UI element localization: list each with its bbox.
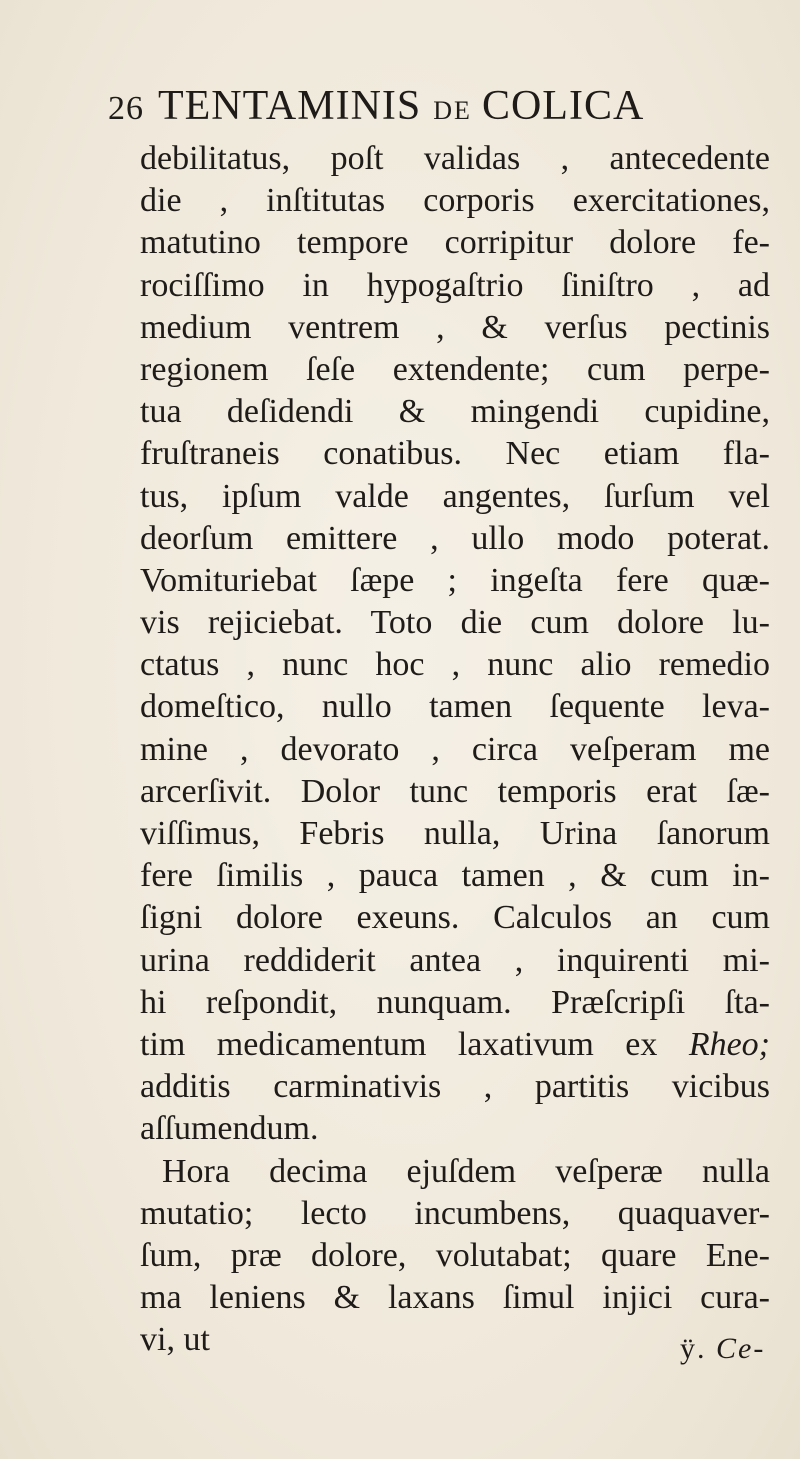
text-line-with-italic bbox=[140, 1024, 770, 1066]
signature-mark: ÿ. bbox=[680, 1332, 707, 1365]
text-line: debilitatus, poſt validas , antecedente bbox=[140, 140, 770, 177]
header-title-part1: TENTAMINIS bbox=[158, 83, 422, 129]
text-line-lead: tim medicamentum laxativum ex bbox=[140, 1025, 658, 1063]
text-line: vi, ut bbox=[140, 1321, 210, 1359]
running-header bbox=[108, 76, 748, 136]
text-line: tua deſidendi & mingendi cupidine, bbox=[140, 393, 770, 431]
body-text bbox=[140, 138, 770, 1361]
text-line: fruſtraneis conatibus. Nec etiam fla- bbox=[140, 435, 770, 473]
text-line: Vomituriebat ſæpe ; ingeſta fere quæ- bbox=[140, 561, 770, 599]
text-line: additis carminativis , partitis vicibus bbox=[140, 1068, 770, 1106]
catchword bbox=[680, 1332, 765, 1366]
text-line: regionem ſeſe extendente; cum perpe- bbox=[140, 350, 770, 388]
text-line: ſum, præ dolore, volutabat; quare Ene- bbox=[140, 1236, 770, 1274]
italic-word: Rheo; bbox=[688, 1025, 770, 1063]
text-line: deorſum emittere , ullo modo poterat. bbox=[140, 519, 770, 557]
text-line: ſigni dolore exeuns. Calculos an cum bbox=[140, 899, 770, 937]
text-line: matutino tempore corripitur dolore fe- bbox=[140, 224, 770, 262]
text-line: Hora decima ejuſdem veſperæ nulla bbox=[162, 1152, 770, 1190]
header-title-part2: COLICA bbox=[481, 83, 645, 129]
text-line: ctatus , nunc hoc , nunc alio remedio bbox=[140, 646, 770, 684]
page-number: 26 bbox=[108, 90, 144, 127]
text-line: vis rejiciebat. Toto die cum dolore lu- bbox=[140, 604, 770, 642]
text-line: urina reddiderit antea , inquirenti mi- bbox=[140, 941, 770, 979]
text-line: viſſimus, Febris nulla, Urina ſanorum bbox=[140, 815, 770, 852]
header-title-connector: DE bbox=[433, 96, 472, 125]
text-line: mutatio; lecto incumbens, quaquaver- bbox=[140, 1194, 770, 1232]
text-line: mine , devorato , circa veſperam me bbox=[140, 730, 770, 768]
text-line: arcerſivit. Dolor tunc temporis erat ſæ- bbox=[140, 772, 770, 810]
text-line: aſſumendum. bbox=[140, 1110, 319, 1148]
text-line: hi reſpondit, nunquam. Præſcripſi ſta- bbox=[140, 983, 770, 1021]
text-line: fere ſimilis , pauca tamen , & cum in- bbox=[140, 857, 770, 895]
text-line: die , inſtitutas corporis exercitationes, bbox=[140, 182, 770, 220]
text-line: tus, ipſum valde angentes, ſurſum vel bbox=[140, 477, 770, 515]
text-line: rociſſimo in hypogaſtrio ſiniſtro , ad bbox=[140, 266, 770, 304]
catchword-text: Ce- bbox=[716, 1332, 766, 1365]
text-line: domeſtico, nullo tamen ſequente leva- bbox=[140, 688, 770, 726]
text-line: ma leniens & laxans ſimul injici cura- bbox=[140, 1279, 770, 1317]
text-line: medium ventrem , & verſus pectinis bbox=[140, 308, 770, 346]
